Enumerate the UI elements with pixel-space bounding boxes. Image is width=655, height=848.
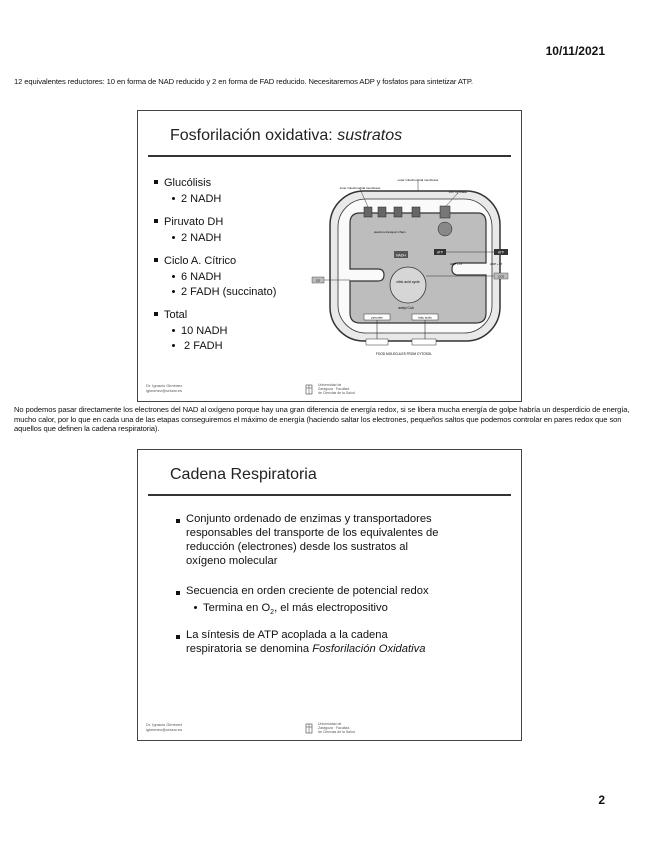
university-logo-icon: [305, 721, 313, 732]
slide-respiratory-chain: [137, 449, 522, 741]
slide1-footer: Dr. Ignacio Giménez igimenez@unizar.es: [146, 383, 183, 393]
slide2-bullet3-dot: [176, 632, 186, 644]
slide2-footer: Dr. Ignacio Giménez igimenez@unizar.es: [146, 722, 183, 732]
svg-text:ADP + Pi: ADP + Pi: [450, 262, 463, 266]
svg-text:O2: O2: [315, 278, 321, 283]
svg-text:ADP + Pi: ADP + Pi: [490, 262, 503, 266]
bullet-glucolisis: Glucólisis: [154, 177, 211, 189]
svg-text:pyruvate: pyruvate: [371, 315, 383, 320]
svg-text:NADH: NADH: [396, 253, 406, 258]
sub-ciclo-fadh: 2 FADH (succinato): [172, 286, 276, 298]
page-date: 10/11/2021: [545, 44, 605, 58]
slide-oxidative-phosphorylation: [137, 110, 522, 402]
sub-ciclo-nadh: 6 NADH: [172, 271, 221, 283]
svg-text:ATP: ATP: [437, 250, 443, 255]
note-top: 12 equivalentes reductores: 10 en forma de NAD reducido y 2 en forma de FAD reducido. Necesitaremos ADP y fosfatos para sintetizar ATP.: [14, 77, 473, 86]
slide2-bullet3: La síntesis de ATP acoplada a la cadena respiratoria se denomina Fosforilación Oxidativa: [186, 629, 426, 655]
slide1-title: Fosforilación oxidativa: sustratos: [170, 127, 403, 144]
slide2-bullet2: Secuencia en orden creciente de potencial redox: [186, 585, 429, 597]
svg-text:outer mitochondrial membrane: outer mitochondrial membrane: [397, 178, 439, 182]
note-middle: No podemos pasar directamente los electrones del NAD al oxígeno porque hay una gran diferencia de energía redox, si se libera mucha energía de golpe habría un desperdicio de energía, mucho calor, por lo que en cada una de las etapas conseguiremos el máximo de energía (haciendo saltar los electrones, pequeños saltos que podemos controlar en pares redox que son aquellos que definen la cadena respiratoria).: [14, 405, 630, 434]
slide2-title-rule: [148, 494, 511, 496]
svg-text:inner mitochondrial membrane: inner mitochondrial membrane: [339, 186, 381, 190]
mitochondrion-diagram: [308, 173, 514, 365]
slide1-title-rule: [148, 155, 511, 157]
sub-total-fadh: 2 FADH: [172, 340, 223, 352]
slide2-title: Cadena Respiratoria: [170, 466, 317, 483]
bullet-piruvato: Piruvato DH: [154, 216, 223, 228]
svg-text:FOOD MOLECULES FROM CYTOSOL: FOOD MOLECULES FROM CYTOSOL: [375, 352, 433, 356]
page-number: 2: [598, 793, 605, 807]
citric-acid-cycle-label: citric acid cycle: [396, 280, 420, 284]
sub-piruvato-nadh: 2 NADH: [172, 232, 221, 244]
svg-text:acetyl CoA: acetyl CoA: [398, 306, 414, 310]
slide2-bullet2-dot: [176, 588, 186, 600]
svg-text:CO2: CO2: [497, 274, 505, 279]
svg-text:ATP: ATP: [498, 250, 504, 255]
svg-text:electron-transport chain: electron-transport chain: [374, 230, 406, 234]
svg-text:ATP synthase: ATP synthase: [448, 190, 468, 194]
slide2-bullet1: Conjunto ordenado de enzimas y transportadores responsables del transporte de los equivalentes de reducción (electrones) desde los sustratos al oxígeno molecular: [186, 513, 439, 567]
sub-glucolisis-nadh: 2 NADH: [172, 193, 221, 205]
university-logo-icon: [305, 382, 313, 393]
slide1-logo-text: Universidad de Zaragoza · Facultad de Ciencias de la Salud: [318, 383, 355, 395]
slide2-bullet2-sub: Termina en $O_2$, el más electropositivo: [194, 601, 388, 620]
slide2-bullet1-dot: [176, 516, 186, 528]
slide2-logo-text: Universidad de Zaragoza · Facultad de Ciencias de la Salud: [318, 722, 355, 734]
sub-total-nadh: 10 NADH: [172, 325, 227, 337]
bullet-ciclo: Ciclo A. Cítrico: [154, 255, 236, 267]
svg-text:fatty acids: fatty acids: [418, 315, 432, 320]
bullet-total: Total: [154, 309, 187, 321]
